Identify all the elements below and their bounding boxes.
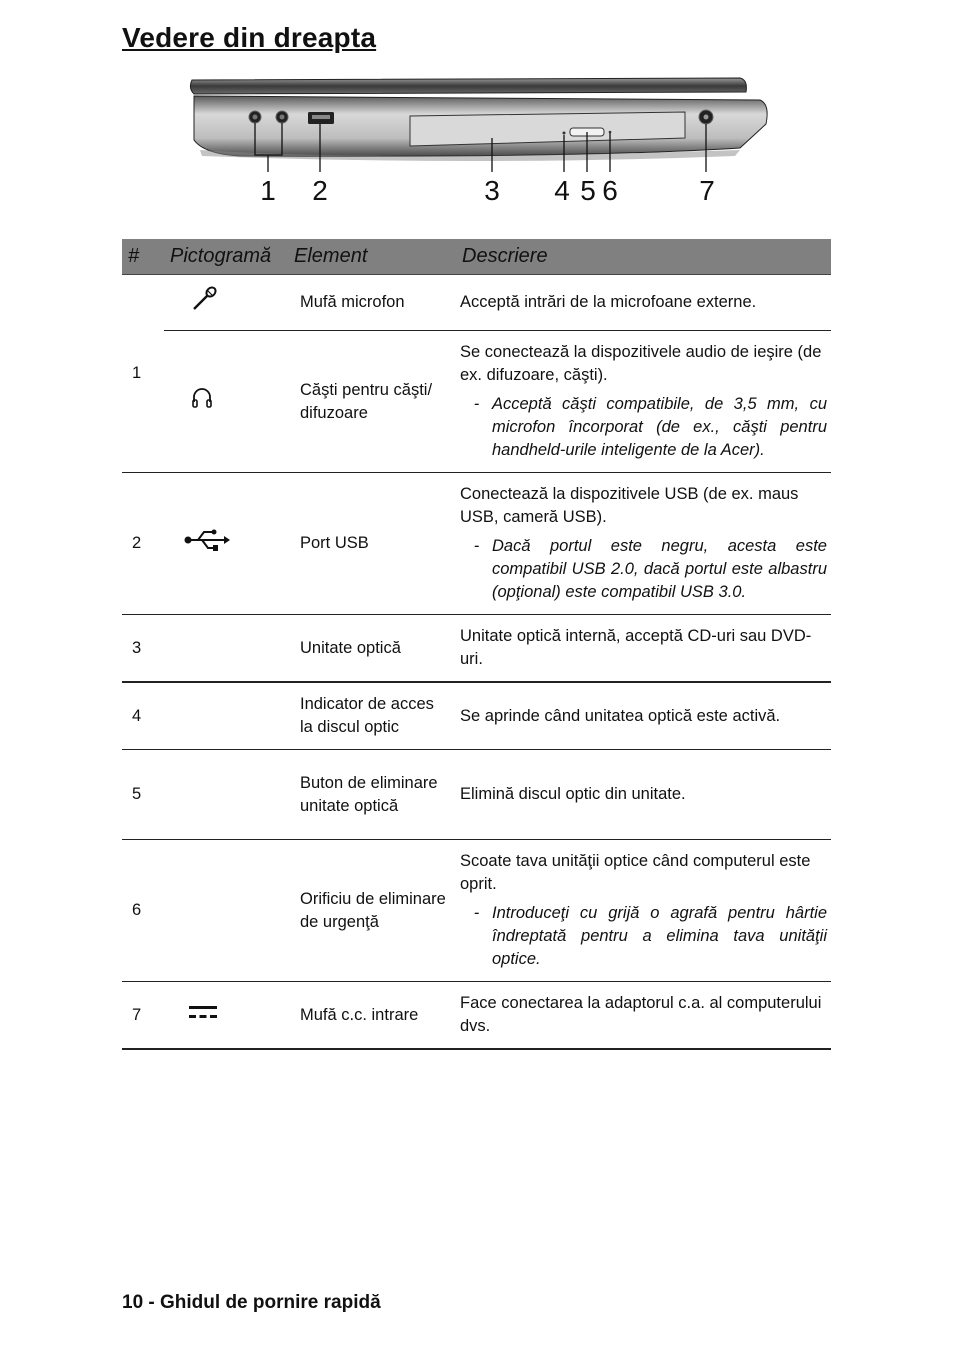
note-dash: - — [474, 904, 480, 922]
element-name: Unitate optică — [288, 615, 456, 683]
note — [460, 535, 827, 604]
note-text: Dacă portul este negru, acesta este compatibil USB 2.0, dacă portul este albastru (opţional) este compatibil USB 3.0. — [492, 537, 827, 601]
element-description: Acceptă intrări de la microfoane externe. — [460, 293, 757, 311]
element-description: Face conectarea la adaptorul c.a. al computerului dvs. — [456, 982, 831, 1050]
element-description: Conectează la dispozitivele USB (de ex. maus USB, cameră USB). — [460, 485, 799, 526]
page-title: Vedere din dreapta — [122, 22, 377, 53]
callout-5: 5 — [580, 175, 596, 206]
element-name: Indicator de acces la discul optic — [288, 682, 456, 750]
row-number: 2 — [122, 473, 164, 615]
table-row — [122, 750, 831, 840]
callout-6: 6 — [602, 175, 618, 206]
ports-table — [122, 239, 831, 1050]
note-text: Introduceţi cu grijă o agrafă pentru hârtie îndreptată pentru a elimina tava unităţii optice. — [492, 904, 827, 968]
header-icon: Pictogramă — [164, 239, 288, 275]
table-header — [122, 239, 831, 275]
element-name: Port USB — [288, 473, 456, 615]
header-num: # — [122, 239, 164, 275]
element-name: Mufă c.c. intrare — [288, 982, 456, 1050]
page-footer: 10 - Ghidul de pornire rapidă — [122, 1292, 381, 1313]
headphones-icon — [190, 386, 214, 417]
row-number: 5 — [122, 750, 164, 840]
laptop-right-side-diagram — [180, 70, 780, 220]
usb-icon — [184, 528, 230, 559]
usb-port — [308, 112, 334, 124]
table-row — [122, 473, 831, 615]
element-name: Orificiu de eliminare de urgenţă — [288, 840, 456, 982]
callout-1: 1 — [260, 175, 276, 206]
note-text: Acceptă căşti compatibile, de 3,5 mm, cu microfon încorporat (de ex., căşti pentru handheld-urile inteligente de la Acer). — [492, 395, 827, 459]
callout-2: 2 — [312, 175, 328, 206]
row-number: 4 — [122, 682, 164, 750]
table-row — [122, 275, 831, 331]
element-description: Scoate tava unităţii optice când computerul este oprit. — [460, 852, 811, 893]
callout-3: 3 — [484, 175, 500, 206]
table-row — [122, 840, 831, 982]
element-name: Buton de eliminare unitate optică — [288, 750, 456, 840]
note — [460, 393, 827, 462]
row-number: 6 — [122, 840, 164, 982]
row-number: 3 — [122, 615, 164, 683]
element-description: Unitate optică internă, acceptă CD-uri sau DVD-uri. — [456, 615, 831, 683]
table-row — [122, 982, 831, 1050]
table-row — [122, 682, 831, 750]
row-number: 7 — [122, 982, 164, 1050]
element-description: Se aprinde când unitatea optică este activă. — [456, 682, 831, 750]
element-name: Mufă microfon — [300, 293, 405, 311]
dc-jack — [699, 110, 713, 124]
note-dash: - — [474, 537, 480, 555]
header-element: Element — [288, 239, 456, 275]
note-dash: - — [474, 395, 480, 413]
callout-7: 7 — [699, 175, 715, 206]
note — [460, 902, 827, 971]
element-name: Căşti pentru căşti/ difuzoare — [288, 331, 456, 473]
row-number: 1 — [132, 364, 142, 382]
microphone-icon — [190, 285, 220, 320]
element-description: Se conectează la dispozitivele audio de ieşire (de ex. difuzoare, căşti). — [460, 343, 822, 384]
header-description: Descriere — [456, 239, 831, 275]
element-description: Elimină discul optic din unitate. — [456, 750, 831, 840]
dc-power-icon — [188, 1003, 218, 1028]
table-row — [122, 615, 831, 683]
table-row — [122, 331, 831, 473]
callout-4: 4 — [554, 175, 570, 206]
